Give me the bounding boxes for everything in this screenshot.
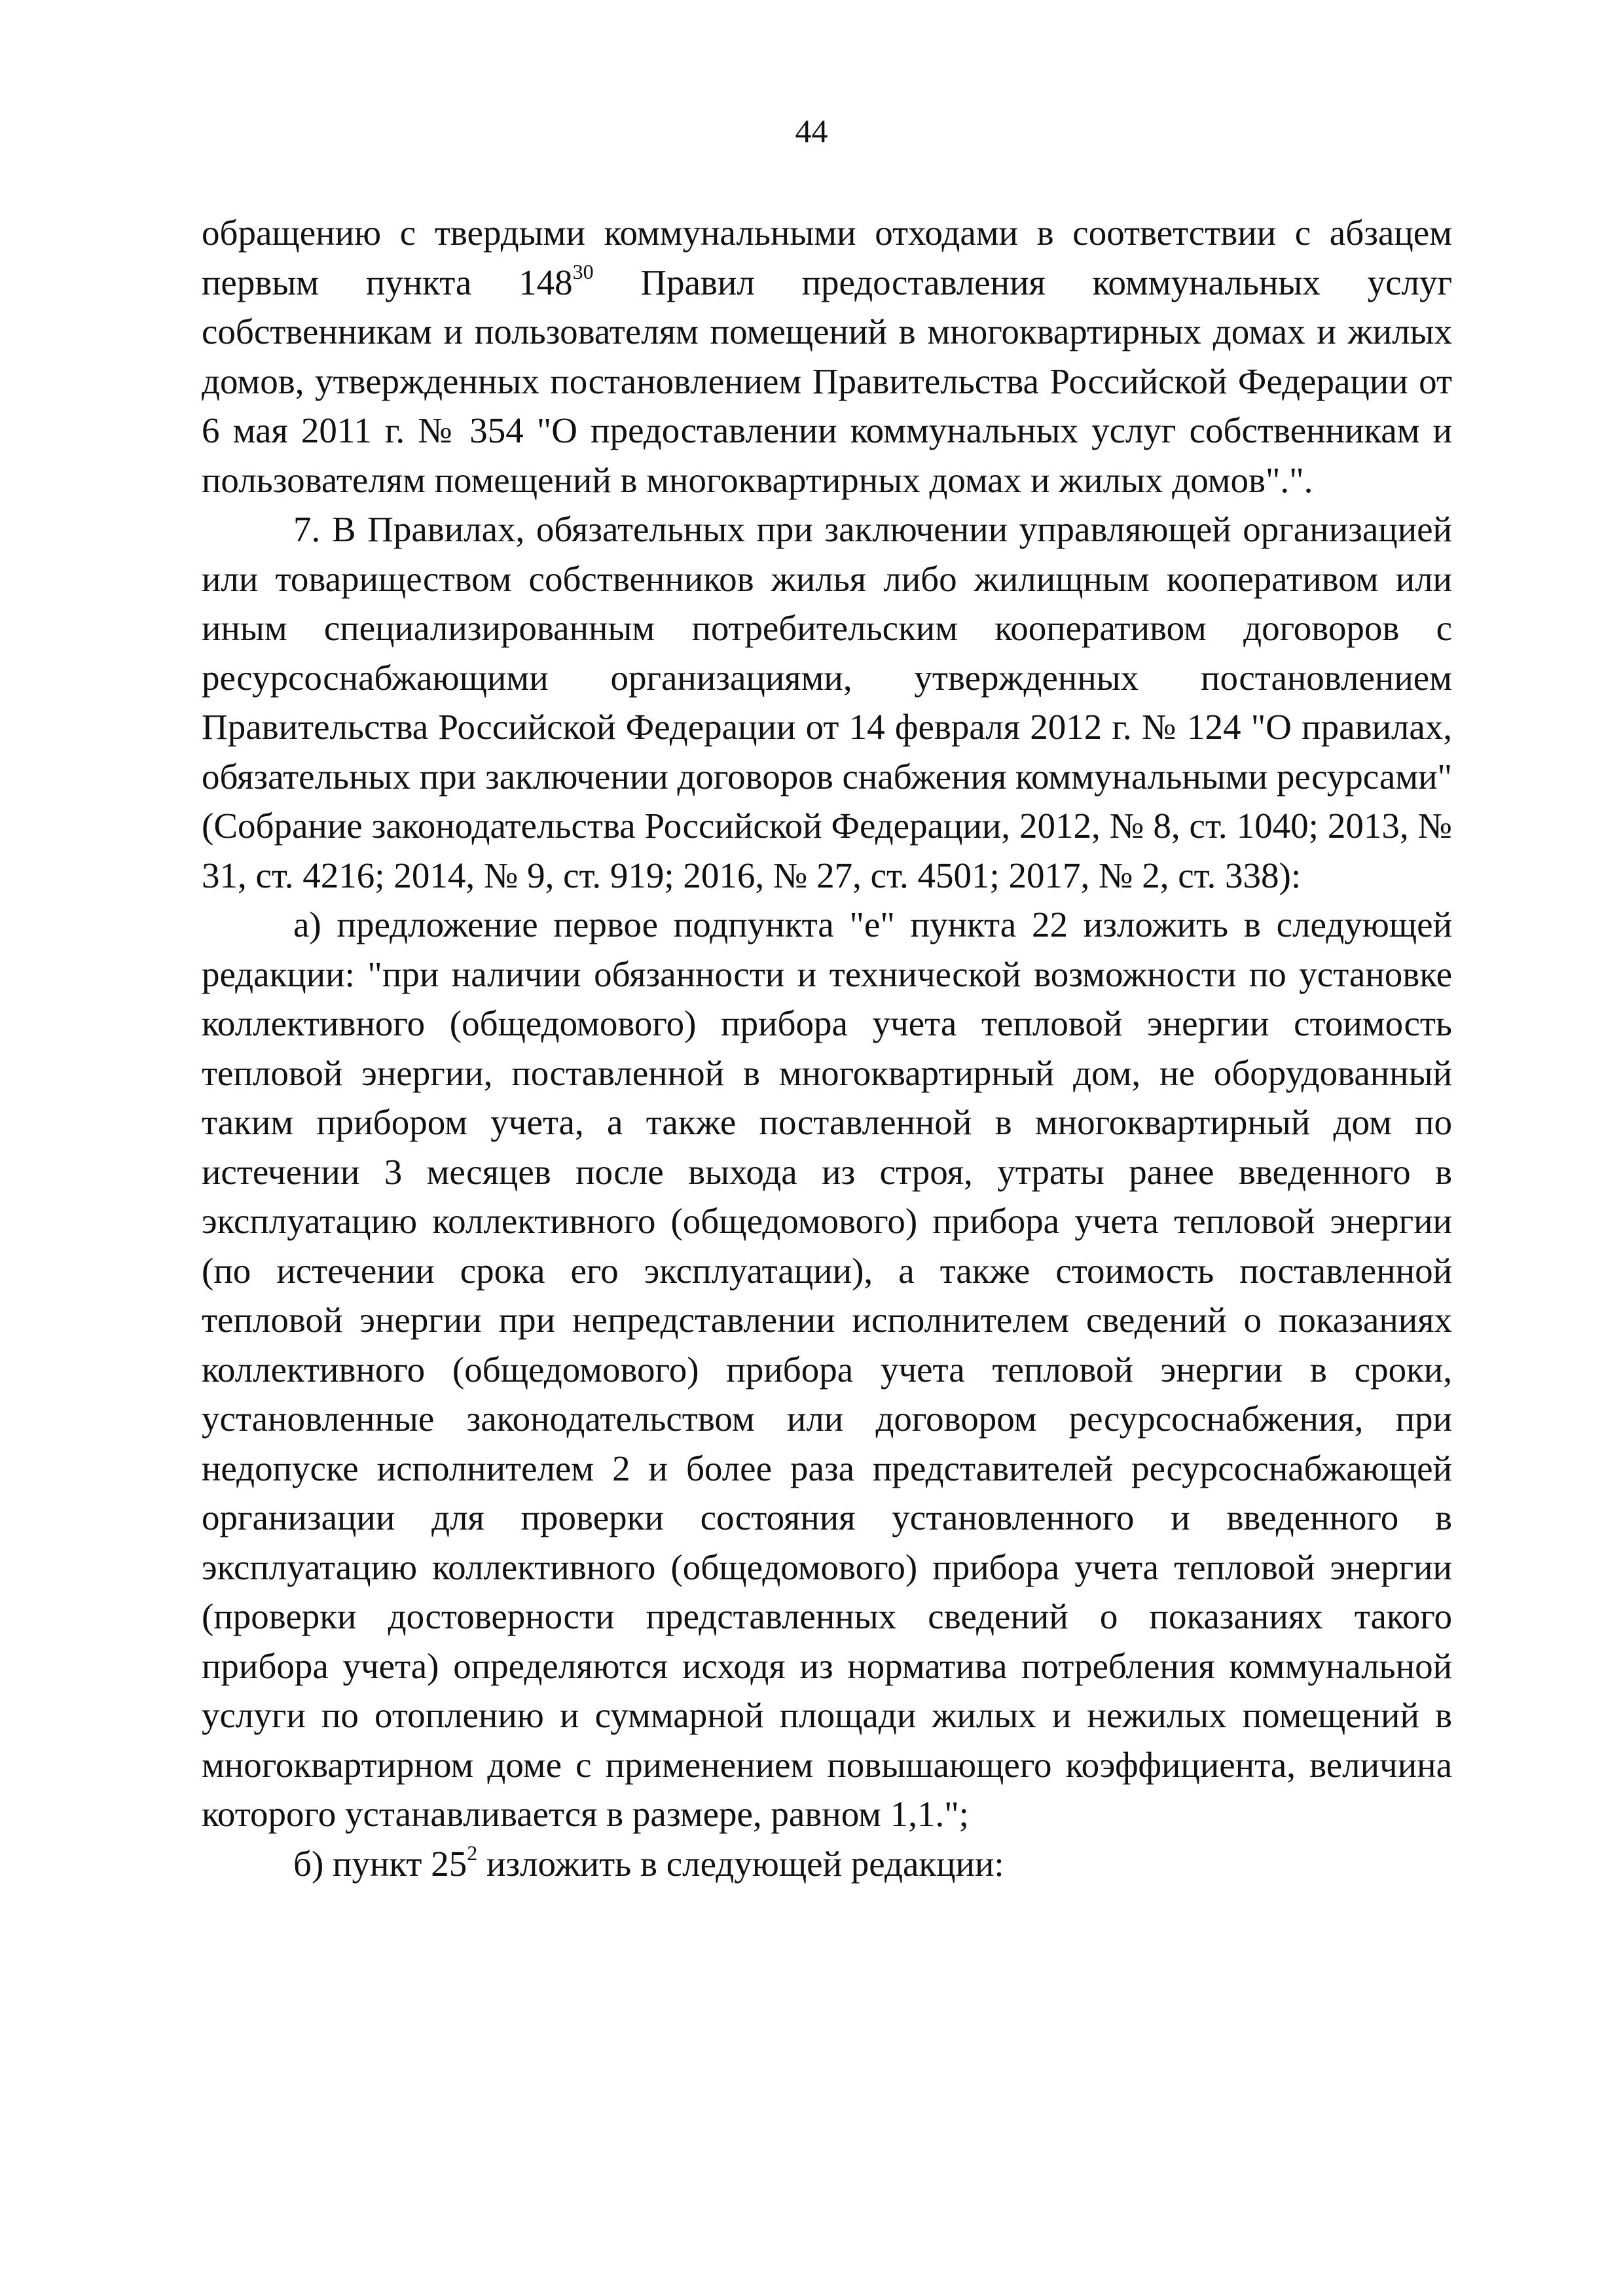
paragraph-text: изложить в следующей редакции: bbox=[477, 1843, 1004, 1884]
paragraph-text: обращению с твердыми коммунальными отходами в соответствии с абзацем первым пункта 148 bbox=[202, 213, 1452, 302]
superscript: 2 bbox=[467, 1841, 478, 1865]
paragraph-text: Правил предоставления коммунальных услуг собственникам и пользователям помещений в многоквартирных домах и жилых домов, утвержденных постановлением Правительства Российской Федерации от 6 мая 2011 г. № 354 "О предоставлении коммунальных услуг собственникам и пользователям помещений в многоквартирных домах и жилых домов".". bbox=[202, 262, 1453, 500]
document-body bbox=[202, 208, 1452, 1888]
paragraph-subitem-b bbox=[202, 1839, 1452, 1889]
superscript: 30 bbox=[572, 260, 594, 284]
paragraph-text: б) пункт 25 bbox=[293, 1843, 467, 1884]
paragraph-item-7: 7. В Правилах, обязательных при заключении управляющей организацией или товариществом собственников жилья либо жилищным кооперативом или иным специализированным потребительским кооперативом договоров с ресурсоснабжающими организациями, утвержденных постановлением Правительства Российской Федерации от 14 февраля 2012 г. № 124 "О правилах, обязательных при заключении договоров снабжения коммунальными ресурсами" (Собрание законодательства Российской Федерации, 2012, № 8, ст. 1040; 2013, № 31, ст. 4216; 2014, № 9, ст. 919; 2016, № 27, ст. 4501; 2017, № 2, ст. 338): bbox=[202, 509, 1452, 895]
page-number: 44 bbox=[795, 113, 828, 149]
paragraph-subitem-a: а) предложение первое подпункта "е" пункта 22 изложить в следующей редакции: "при наличии обязанности и технической возможности по установке коллективного (общедомового) прибора учета тепловой энергии стоимость тепловой энергии, поставленной в многоквартирный дом, не оборудованный таким прибором учета, а также поставленной в многоквартирный дом по истечении 3 месяцев после выхода из строя, утраты ранее введенного в эксплуатацию коллективного (общедомового) прибора учета тепловой энергии (по истечении срока его эксплуатации), а также стоимость поставленной тепловой энергии при непредставлении исполнителем сведений о показаниях коллективного (общедомового) прибора учета тепловой энергии в сроки, установленные законодательством или договором ресурсоснабжения, при недопуске исполнителем 2 и более раза представителей ресурсоснабжающей организации для проверки состояния установленного и введенного в эксплуатацию коллективного (общедомового) прибора учета тепловой энергии (проверки достоверности представленных сведений о показаниях такого прибора учета) определяются исходя из норматива потребления коммунальной услуги по отоплению и суммарной площади жилых и нежилых помещений в многоквартирном доме с применением повышающего коэффициента, величина которого устанавливается в размере, равном 1,1."; bbox=[202, 905, 1452, 1834]
paragraph-continuation bbox=[202, 208, 1452, 505]
